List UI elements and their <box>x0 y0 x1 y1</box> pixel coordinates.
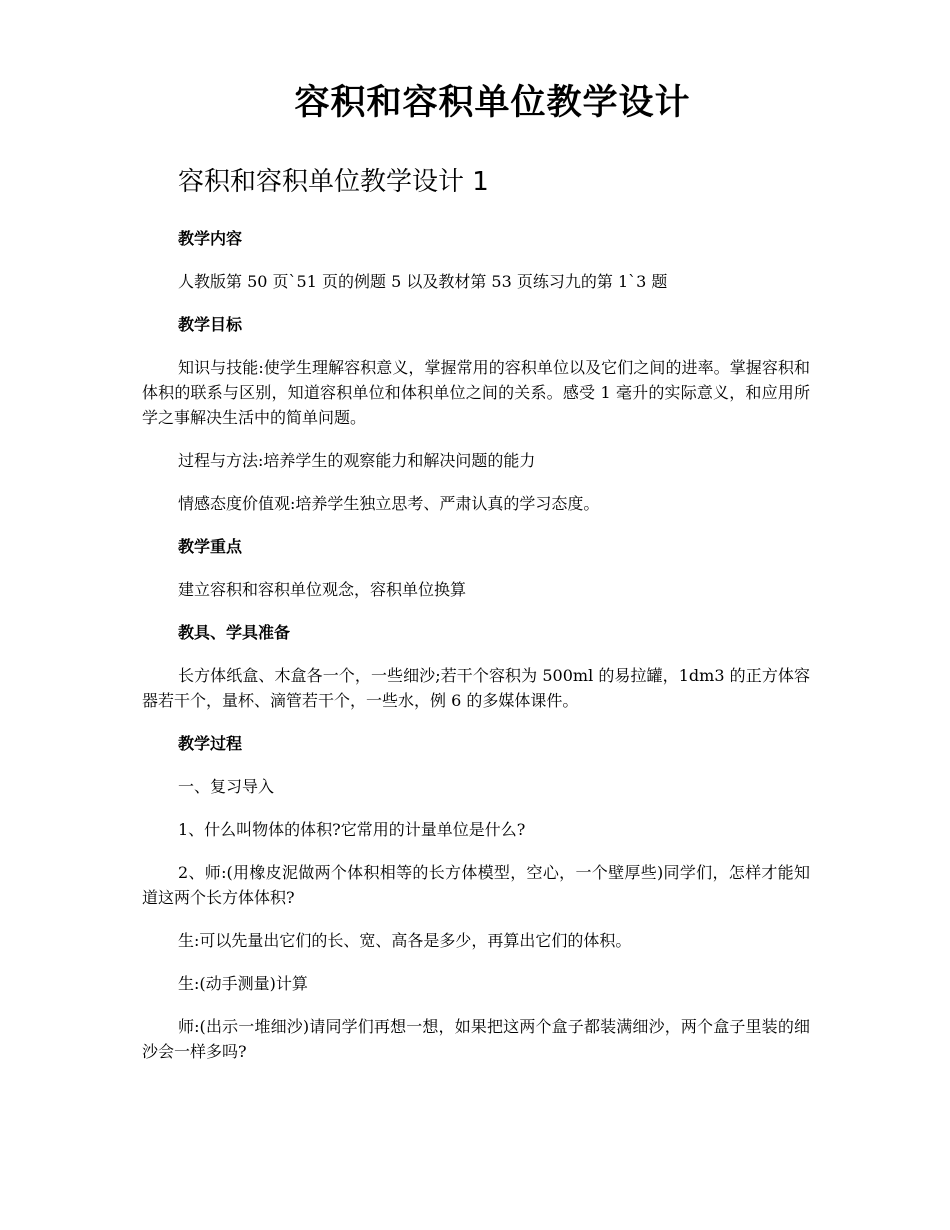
paragraph-key-points: 建立容积和容积单位观念，容积单位换算 <box>178 580 467 599</box>
paragraph-student-answer-1: 生:可以先量出它们的长、宽、高各是多少，再算出它们的体积。 <box>178 931 632 950</box>
heading-teaching-content: 教学内容 <box>178 229 243 248</box>
document-title: 容积和容积单位教学设计 <box>294 83 691 123</box>
paragraph-review-intro: 一、复习导入 <box>178 777 275 796</box>
heading-teaching-objectives: 教学目标 <box>178 315 243 334</box>
paragraph-teaching-content: 人教版第 50 页`51 页的例题 5 以及教材第 53 页练习九的第 1`3 题 <box>178 272 668 291</box>
paragraph-question-2: 2、师:(用橡皮泥做两个体积相等的长方体模型，空心，一个壁厚些)同学们，怎样才能知道这两个长方体体积? <box>142 863 810 907</box>
document-body <box>142 226 810 1082</box>
heading-key-points: 教学重点 <box>178 537 243 556</box>
paragraph-knowledge-skills: 知识与技能:使学生理解容积意义，掌握常用的容积单位以及它们之间的进率。掌握容积和体积的联系与区别，知道容积单位和体积单位之间的关系。感受 1 毫升的实际意义，和应用所学之事解决生活中的简单问题。 <box>142 358 810 427</box>
paragraph-materials: 长方体纸盒、木盒各一个，一些细沙;若干个容积为 500ml 的易拉罐，1dm3 的正方体容器若干个，量杯、滴管若干个，一些水，例 6 的多媒体课件。 <box>142 666 810 710</box>
paragraph-student-answer-2: 生:(动手测量)计算 <box>178 974 308 993</box>
paragraph-teacher-question: 师:(出示一堆细沙)请同学们再想一想，如果把这两个盒子都装满细沙，两个盒子里装的细沙会一样多吗? <box>142 1017 810 1061</box>
paragraph-process-method: 过程与方法:培养学生的观察能力和解决问题的能力 <box>178 451 536 470</box>
heading-teaching-process: 教学过程 <box>178 734 243 753</box>
paragraph-question-1: 1、什么叫物体的体积?它常用的计量单位是什么? <box>178 820 526 839</box>
heading-materials: 教具、学具准备 <box>178 623 291 642</box>
section-title: 容积和容积单位教学设计 1 <box>178 167 489 197</box>
paragraph-attitude-values: 情感态度价值观:培养学生独立思考、严肃认真的学习态度。 <box>178 494 600 513</box>
